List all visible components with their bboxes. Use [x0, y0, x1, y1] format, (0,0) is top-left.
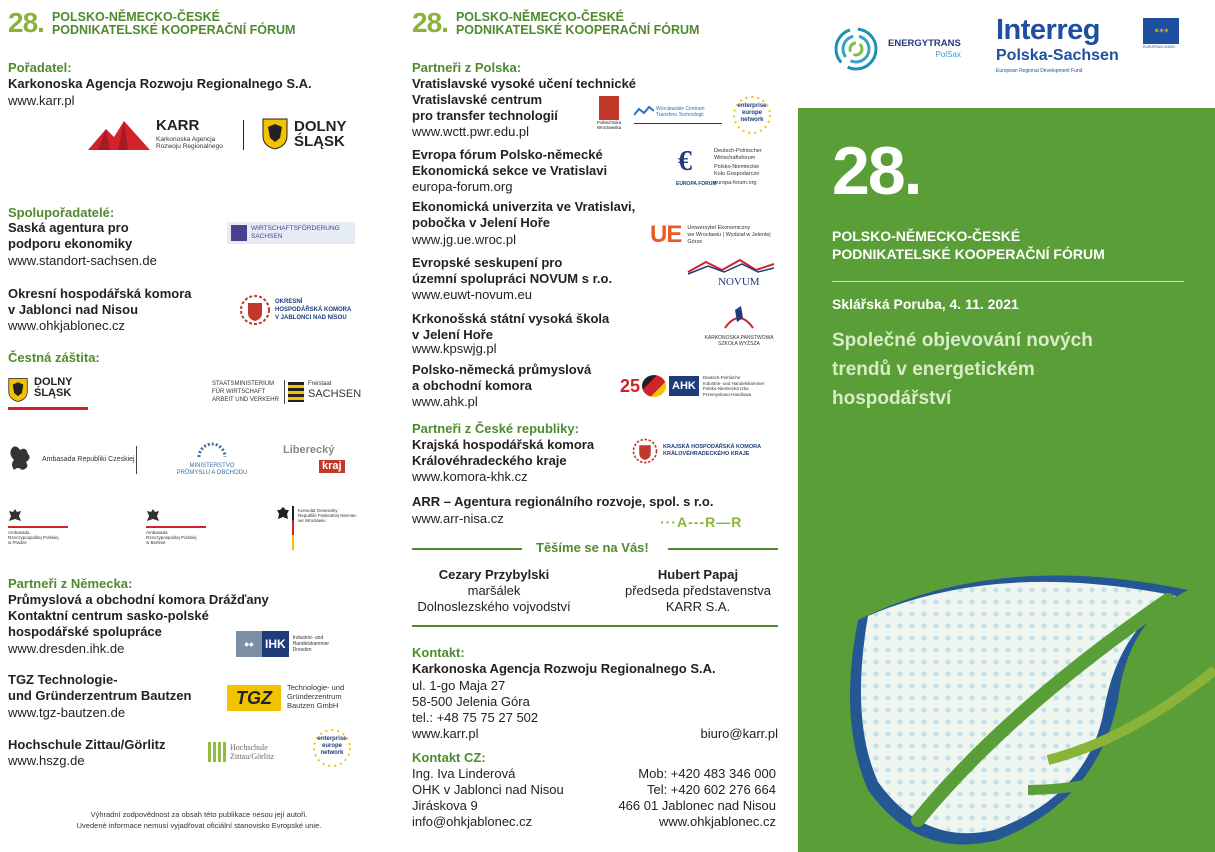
- pl-partners-label: Partneři z Polska:: [412, 60, 522, 75]
- disclaimer: Výhradní zodpovědnost za obsah této publikace nesou její autoři. Uvedené informace nemusí vyjadřovat oficiální stanovisko Evropské unie.: [76, 810, 322, 830]
- coorg2-url[interactable]: www.ohkjablonec.cz: [8, 318, 126, 333]
- wctt-logo: Wrocławskie Centrum Transferu Technologii: [634, 100, 722, 124]
- karr-name: KARR: [156, 117, 200, 134]
- c2-url[interactable]: www.arr-nisa.cz: [412, 511, 504, 526]
- tgz-logo: TGZ Technologie- und Gründerzentrum Bautzen GmbH: [227, 683, 357, 713]
- europa-forum-logo: € EUROPA FORUM Deutsch-Polnischer Wirtschaftsforum Polsko-Niemieckie Koło Gospodarcze europa-forum.org: [676, 146, 762, 187]
- de1-url[interactable]: www.dresden.ihk.de: [8, 641, 125, 656]
- coorganizers-label: Spolupořadatelé:: [8, 205, 115, 220]
- cover-column: [798, 0, 1215, 852]
- novum-wave-icon: [686, 258, 776, 276]
- novum-logo: NOVUM: [686, 258, 776, 292]
- een-logo-pl: enterprise europe network: [730, 93, 774, 137]
- p4-url[interactable]: www.euwt-novum.eu: [412, 287, 532, 302]
- de3-name: Hochschule Zittau/Görlitz: [8, 737, 166, 752]
- divider-rule: [412, 625, 778, 627]
- contact-url[interactable]: www.karr.pl: [412, 726, 479, 741]
- leaf-graphic: [798, 560, 1215, 852]
- hero-number: 28.: [832, 133, 921, 209]
- mpo-logo: MINISTERSTVO PRŮMYSLU A OBCHODU: [176, 442, 248, 476]
- signature-2: Hubert Papaj předseda představenstva KARR S.A.: [625, 567, 771, 614]
- ambasada-pl-praha-logo: Ambasada Rzeczypospolitej Polskiej w Pradze: [8, 508, 70, 552]
- karr-logo: KARR Karkonoska Agencja Rozwoju Regionalnego: [88, 117, 238, 153]
- contact-mail[interactable]: biuro@karr.pl: [700, 726, 778, 741]
- greeting-rule-left: [412, 548, 522, 550]
- german-flag-bar: [292, 506, 294, 550]
- smwa-logo: STAATSMINISTERIUM FÜR WIRTSCHAFT ARBEIT UND VERKEHR Freistaat SACHSEN: [212, 381, 362, 403]
- cz-contact-right: Mob: +420 483 346 000 Tel: +420 602 276 664 466 01 Jablonec nad Nisou www.ohkjablonec.cz: [618, 766, 776, 829]
- polish-eagle-icon: [8, 508, 22, 524]
- ahk-flag-icon: [642, 375, 666, 397]
- p1-url[interactable]: www.wctt.pwr.edu.pl: [412, 124, 530, 139]
- coorg1-url[interactable]: www.standort-sachsen.de: [8, 253, 157, 268]
- header-title: POLSKO-NĚMECKO-ČESKÉ PODNIKATELSKÉ KOOPERAČNÍ FÓRUM: [455, 10, 700, 37]
- czech-lion-icon: [8, 444, 34, 474]
- eu-flag-icon: ✶✶✶: [1143, 18, 1179, 44]
- p6-url[interactable]: www.ahk.pl: [412, 394, 478, 409]
- ohk-crest-icon: [240, 293, 270, 327]
- honor-label: Čestná záštita:: [8, 350, 100, 365]
- header: [412, 8, 699, 38]
- greeting-rule-right: [668, 548, 778, 550]
- p3-url[interactable]: www.jg.ue.wroc.pl: [412, 232, 517, 247]
- konsulat-de-logo: Konsulat Generalny Republiki Federalnej Niemiec we Wrocławiu: [276, 506, 358, 552]
- de2-url[interactable]: www.tgz-bautzen.de: [8, 705, 126, 720]
- c1-url[interactable]: www.komora-khk.cz: [412, 469, 528, 484]
- header: [8, 8, 295, 38]
- honor-dolny-slask-logo: DOLNY ŚLĄSK: [8, 377, 98, 417]
- wctt-wave-icon: [634, 105, 654, 119]
- ohk-logo: OKRESNÍ HOSPODÁŘSKÁ KOMORA V JABLONCI NAD NISOU: [240, 292, 360, 328]
- liberecky-kraj-logo: Liberecký kraj: [283, 444, 355, 476]
- organizer-name: Karkonoska Agencja Rozwoju Regionalnego S.A.: [8, 76, 312, 91]
- pwr-mark-icon: [599, 96, 619, 120]
- polish-eagle-icon: [146, 508, 160, 524]
- khk-crest-icon: [632, 437, 658, 465]
- wfs-logo: WIRTSCHAFTSFÖRDERUNG SACHSEN: [227, 222, 355, 244]
- hero-topic: Společné objevování nových trendů v energetickém hospodářství: [832, 330, 1093, 409]
- header-number: 28.: [8, 7, 44, 38]
- ambasada-cz-logo: Ambasada Republiki Czeskiej: [8, 444, 138, 476]
- hero-title: POLSKO-NĚMECKO-ČESKÉ PODNIKATELSKÉ KOOPERAČNÍ FÓRUM: [832, 228, 1105, 262]
- p2-url[interactable]: europa-forum.org: [412, 179, 513, 194]
- interreg-logo: Interreg ✶✶✶ EUROPEAN UNION Polska-Sachsen European Regional Development Fund: [996, 14, 1186, 80]
- c2-name: ARR – Agentura regionálního rozvoje, spol. s r.o.: [412, 494, 714, 509]
- cz-contact-left: Ing. Iva Linderová OHK v Jablonci nad Nisou Jiráskova 9 info@ohkjablonec.cz: [412, 766, 564, 829]
- left-column: 28. POLSKO-NĚMECKO-ČESKÉ PODNIKATELSKÉ KOOPERAČNÍ FÓRUM Pořadatel: Karkonoska Agencja Rozwoju Regionalnego S.A. www.karr.pl KARR Karkonoska Agencja Rozwoju Regionalnego DOLNY ŚLĄSK Spolupořadatelé: Saská agentura pro podporu ekonomiky www.standort-sachsen.de WIRTSCHAFTSFÖRDERUNG SACHSEN Okresní hospodářská komora v Jablonci nad Nisou www.ohkjablonec.cz OKRESNÍ HOSPODÁŘSKÁ KOMORA V JABLONCI NAD NISOU Čestná záštita: DOLNY ŚLĄSK STAATSMINISTERIUM FÜR WIRTSCHAFT ARBEIT UND VERKEHR Freistaat SACHSEN Ambasada Republiki Czeskiej MINISTERSTVO PRŮMYSLU A OBCHODU Liberecký kraj Ambasada Rzeczypospolitej Polskiej w Pradze Ambasada Rzeczypospolitej Polskiej w Berlinie Konsulat Generalny Republiki Federalnej Niemiec we Wrocławiu Partneři z Německa: Průmyslová a obchodní komora Drážďany Kontaktní centrum sasko-polské hospodářské spolupráce www.dresden.ihk.de ◆◆ IHK Industrie- und Handelskammer Dresden TGZ Technologie- und Gründerzentrum Bautzen www.tgz-bautzen.de TGZ Technologie- und Gründerzentrum Bautzen GmbH Hochschule Zittau/Görlitz www.hszg.de Hochschule Zittau/Görlitz enterprise europe network Výhradní zodpovědnost za obsah této publikace nesou její autoři. Uvedené informace nemusí vyjadřovat oficiální stanovisko Evropské unie.: [0, 0, 398, 852]
- coat-of-arms-icon: [262, 118, 288, 150]
- organizer-url[interactable]: www.karr.pl: [8, 93, 75, 108]
- german-eagle-icon: [276, 506, 290, 522]
- euro-sign-icon: €: [678, 146, 692, 177]
- kpsw-logo: KARKONOSKA PAŃSTWOWA SZKOŁA WYŻSZA: [694, 304, 784, 350]
- hero-date: Sklářská Poruba, 4. 11. 2021: [832, 296, 1019, 312]
- contact-label: Kontakt:: [412, 645, 465, 660]
- middle-column: 28. POLSKO-NĚMECKO-ČESKÉ PODNIKATELSKÉ KOOPERAČNÍ FÓRUM Partneři z Polska: Vratislavské vysoké učení technické Vratislavské centrum pro transfer technologií www.wctt.pwr.edu.pl Politechnika Wrocławska Wrocławskie Centrum Transferu Technologii enterprise europe network Evropa fórum Polsko-německé Ekonomická sekce ve Vratislavi europa-forum.org € EUROPA FORUM Deutsch-Polnischer Wirtschaftsforum Polsko-Niemieckie Koło Gospodarcze europa-forum.org Ekonomická univerzita ve Vratislavi, pobočka v Jelení Hoře www.jg.ue.wroc.pl UE Uniwersytet Ekonomiczny we Wrocławiu | Wydział w Jeleniej Górze Evropské seskupení pro územní spolupráci NOVUM s r.o. www.euwt-novum.eu NOVUM Krkonošská státní vysoká škola v Jelení Hoře www.kpswjg.pl KARKONOSKA PAŃSTWOWA SZKOŁA WYŻSZA Polsko-německá průmyslová a obchodní komora www.ahk.pl 25 AHK Deutsch-Polnische Industrie- und Handelskammer Polsko-Niemiecka Izba Przemysłowo-Handlowa Partneři z České republiky: Krajská hospodářská komora Královéhradeckého kraje www.komora-khk.cz KRAJSKÁ HOSPODÁŘSKÁ KOMORA KRÁLOVÉHRADECKÉHO KRAJE ARR – Agentura regionálního rozvoje, spol. s r.o. www.arr-nisa.cz ···A---R—R Těšíme se na Vás! Cezary Przybylski maršálek Dolnoslezského vojvodství Hubert Papaj předseda představenstva KARR S.A. Kontakt: Karkonoska Agencja Rozwoju Regionalnego S.A. ul. 1-go Maja 27 58-500 Jelenia Góra tel.: +48 75 75 27 502 www.karr.pl biuro@karr.pl Kontakt CZ: Ing. Iva Linderová OHK v Jablonci nad Nisou Jiráskova 9 info@ohkjablonec.cz Mob: +420 483 346 000 Tel: +420 602 276 664 466 01 Jablonec nad Nisou www.ohkjablonec.cz: [398, 0, 798, 852]
- pwr-logo: Politechnika Wrocławska: [594, 96, 624, 132]
- dolny-slask-logo: DOLNY ŚLĄSK: [262, 118, 362, 152]
- greeting: Těšíme se na Vás!: [536, 540, 649, 555]
- hszg-logo: Hochschule Zittau/Görlitz: [208, 740, 288, 764]
- header-title: POLSKO-NĚMECKO-ČESKÉ PODNIKATELSKÉ KOOPERAČNÍ FÓRUM: [51, 10, 296, 37]
- mpo-arc-icon: [197, 442, 227, 458]
- header-number: 28.: [412, 7, 448, 38]
- divider: [243, 120, 244, 150]
- ambasada-pl-berlin-logo: Ambasada Rzeczypospolitej Polskiej w Berlinie: [146, 508, 208, 552]
- coat-of-arms-icon: [8, 377, 28, 403]
- een-logo-de: enterprise europe network: [310, 726, 354, 770]
- ihk-logo: ◆◆ IHK Industrie- und Handelskammer Dresden: [236, 631, 358, 657]
- energytrans-logo: ENERGYTRANS PolSax: [832, 24, 972, 74]
- de-partners-label: Partneři z Německa:: [8, 576, 133, 591]
- organizer-label: Pořadatel:: [8, 60, 72, 75]
- contact-org: Karkonoska Agencja Rozwoju Regionalnego S.A.: [412, 661, 716, 676]
- p5-url[interactable]: www.kpswjg.pl: [412, 341, 497, 356]
- sachsen-arms-icon: [288, 382, 304, 402]
- ue-logo: UE Uniwersytet Ekonomiczny we Wrocławiu | Wydział w Jeleniej Górze: [650, 221, 771, 248]
- energytrans-swirl-icon: [832, 25, 880, 73]
- signature-1: Cezary Przybylski maršálek Dolnoslezského vojvodství: [417, 567, 571, 614]
- cz-partners-label: Partneři z České republiky:: [412, 421, 579, 436]
- cz-contact-label: Kontakt CZ:: [412, 750, 486, 765]
- hero-rule: [832, 281, 1184, 282]
- karr-mountains-icon: [88, 117, 150, 151]
- khk-logo: KRAJSKÁ HOSPODÁŘSKÁ KOMORA KRÁLOVÉHRADECKÉHO KRAJE: [632, 436, 782, 466]
- de3-url[interactable]: www.hszg.de: [8, 753, 85, 768]
- wfs-mark-icon: [231, 225, 247, 241]
- hszg-mark-icon: [208, 742, 226, 762]
- ahk-logo: 25 AHK Deutsch-Polnische Industrie- und Handelskammer Polsko-Niemiecka Izba Przemysłowo-Handlowa: [620, 375, 765, 397]
- ihk-mark-icon: ◆◆: [236, 631, 262, 657]
- arr-logo: ···A---R—R: [660, 514, 743, 530]
- kpsw-figure-icon: [721, 304, 757, 330]
